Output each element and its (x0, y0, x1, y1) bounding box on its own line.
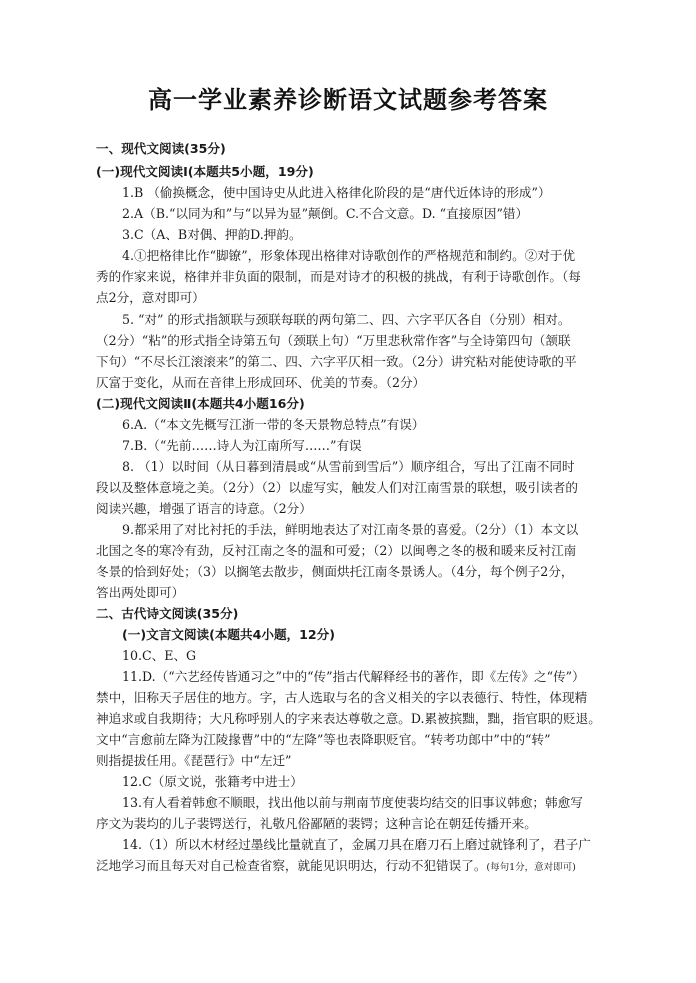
answer-line: 点2分，意对即可） (96, 290, 205, 305)
answer-line: 12.C（原文说，张籍考中进士） (122, 774, 303, 789)
answer-line: 2.A（B.“以同为和”与“以异为显”颠倒。C.不合文意。D. “直接原因”错） (122, 206, 529, 221)
answer-line: 5. “对” 的形式指颔联与颈联每联的两句第二、四、六字平仄各自（分别）相对。 (122, 312, 571, 327)
section-heading-1: 一、现代文阅读(35分) (96, 141, 226, 156)
answer-text: 泛地学习而且每天对自己检查省察，就能见识明达，行动不犯错误了。 (96, 858, 487, 873)
answer-line: 6.A.（“本文先概写江浙一带的冬天景物总特点”有误） (122, 417, 425, 432)
subsection-heading-2: (二)现代文阅读Ⅱ(本题共4小题16分) (96, 396, 305, 411)
answer-line: 13.有人看着韩愈不顺眼，找出他以前与荆南节度使裴均结交的旧事议韩愈；韩愈写 (122, 795, 583, 810)
answer-line: 阅读兴趣，增强了语言的诗意。（2分） (96, 501, 312, 516)
subsection-heading-3: (一)文言文阅读(本题共4小题，12分) (122, 627, 336, 642)
answer-line: 11.D.（“六艺经传皆通习之”中的“传”指古代解释经书的著作，即《左传》之“传”） (122, 669, 585, 684)
section-heading-2: 二、古代诗文阅读(35分) (96, 606, 239, 621)
answer-line: 10.C、E、G (122, 648, 197, 663)
answer-line: 下句）“不尽长江滚滚来”的第二、四、六字平仄相一致。（2分）讲究粘对能使诗歌的平 (96, 354, 577, 369)
answer-line: （2分）“粘”的形式指全诗第五句（颈联上句）“万里悲秋常作客”与全诗第四句（颔联 (96, 333, 571, 348)
answer-line: 冬景的恰到好处；（3）以搁笔去散步，侧面烘托江南冬景诱人。（4分，每个例子2分， (96, 564, 574, 579)
answer-line: 8. （1）以时间（从日暮到清晨或“从雪前到雪后”）顺序组合，写出了江南不同时 (122, 459, 575, 474)
answer-line: 序文为裴均的儿子裴锷送行，礼敬凡俗鄙陋的裴锷；这种言论在朝廷传播开来。 (96, 816, 537, 831)
answer-line: 北国之冬的寒冷有劲，反衬江南之冬的温和可爱；（2）以闽粤之冬的极和暖来反衬江南 (96, 543, 577, 558)
answer-line: 秀的作家来说，格律并非负面的限制，而是对诗才的积极的挑战，有利于诗歌创作。（每 (96, 269, 581, 284)
answer-line: 段以及整体意境之美。（2分）（2）以虚写实，触发人们对江南雪景的联想，吸引读者的 (96, 480, 578, 495)
answer-line: 禁中，旧称天子居住的地方。字，古人选取与名的含义相关的字以表德行、特性，体现精 (96, 690, 588, 705)
answer-line: 9.都采用了对比衬托的手法，鲜明地表达了对江南冬景的喜爱。（2分）（1）本文以 (122, 522, 579, 537)
scoring-note: (每句1分，意对即可) (486, 862, 576, 873)
answer-line: 3.C（A、B对偶、押韵D.押韵。 (122, 227, 302, 242)
page-title: 高一学业素养诊断语文试题参考答案 (148, 86, 548, 114)
answer-line: 1.B （偷换概念，使中国诗史从此进入格律化阶段的是“唐代近体诗的形成”） (122, 185, 551, 200)
subsection-heading-1: (一)现代文阅读Ⅰ(本题共5小题，19分) (96, 164, 314, 179)
answer-line: 14.（1）所以木材经过墨线比量就直了，金属刀具在磨刀石上磨过就锋利了，君子广 (122, 837, 591, 852)
answer-line: 仄富于变化，从而在音律上形成回环、优美的节奏。（2分） (96, 375, 426, 390)
answer-line: 文中“言愈前左降为江陵掾曹”中的“左降”等也表降职贬官。“转考功郎中”中的“转” (96, 732, 551, 747)
answer-line: 神追求或自我期待；大凡称呼别人的字来表达尊敬之意。D.累被摈黜，黜，指官职的贬退。 (96, 711, 601, 726)
answer-line: 4.①把格律比作“脚镣”，形象体现出格律对诗歌创作的严格规范和制约。②对于优 (122, 248, 576, 263)
answer-line: 7.B.（“先前……诗人为江南所写……”有误 (122, 438, 362, 453)
answer-line-last (96, 858, 576, 876)
answer-line: 答出两处即可） (96, 585, 185, 600)
answer-line: 则指提拔任用。《琵琶行》中“左迁” (96, 753, 292, 768)
